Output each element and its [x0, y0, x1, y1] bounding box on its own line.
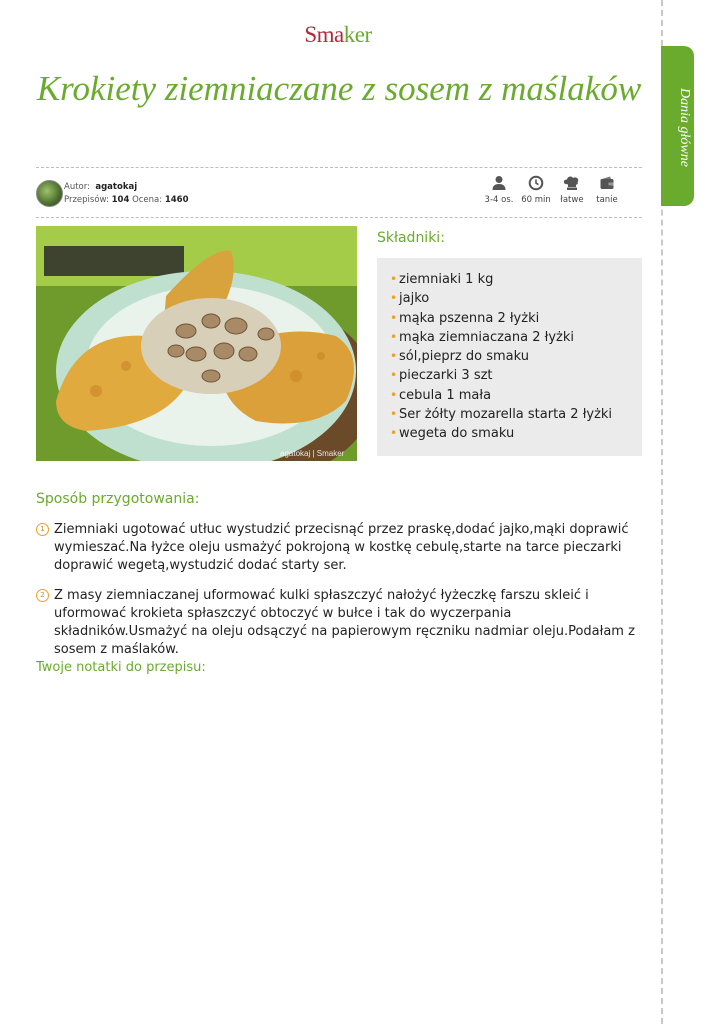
- person-icon: [491, 175, 507, 191]
- divider: [36, 167, 642, 168]
- recipe-photo: [36, 226, 357, 461]
- author-name: agatokaj: [95, 182, 138, 192]
- ingredient-item: • sól,pieprz do smaku: [390, 347, 642, 366]
- step-number: 2: [36, 589, 49, 602]
- brand-logo: Smaker: [304, 22, 372, 47]
- meta-servings: 3-4 os.: [479, 175, 519, 205]
- ingredients-heading: Składniki:: [377, 230, 445, 246]
- ingredient-item: • pieczarki 3 szt: [390, 366, 642, 385]
- clock-icon: [528, 175, 544, 191]
- ingredient-item: • wegeta do smaku: [390, 424, 642, 443]
- author-info: [64, 181, 189, 207]
- notes-heading: Twoje notatki do przepisu:: [36, 660, 206, 675]
- step-text: Ziemniaki ugotować utłuc wystudzić przecisnąć przez praskę,dodać jajko,mąki doprawić wymieszać.Na łyżce oleju usmażyć pokrojoną w kostkę cebulę,starte na tarce pieczarki doprawić wegetą,wystudzić dodać starty ser.: [54, 522, 629, 573]
- category-tab-label: Dania główne: [677, 88, 692, 167]
- divider: [36, 217, 642, 218]
- ingredient-item: • ziemniaki 1 kg: [390, 270, 642, 289]
- meta-difficulty: łatwe: [552, 175, 592, 205]
- wallet-icon: [599, 175, 615, 191]
- rating-value: 1460: [164, 195, 189, 205]
- rating-label: Ocena:: [132, 195, 163, 205]
- step-number: 1: [36, 523, 49, 536]
- meta-time: 60 min: [516, 175, 556, 205]
- chef-hat-icon: [563, 175, 581, 191]
- recipes-label: Przepisów:: [64, 195, 109, 205]
- photo-watermark: agatokaj | Smaker: [280, 449, 345, 458]
- ingredients-list: [377, 258, 642, 444]
- ingredient-item: • mąka ziemniaczana 2 łyżki: [390, 328, 642, 347]
- step-text: Z masy ziemniaczanej uformować kulki spłaszczyć nałożyć łyżeczkę farszu skleić i uformować krokieta spłaszczyć obtoczyć w bułce i tak do wyczerpania składników.Usmażyć na oleju odsączyć na papierowym ręczniku nadmiar oleju.Podałam z sosem z maślaków.: [54, 588, 635, 657]
- ingredient-item: • cebula 1 mała: [390, 386, 642, 405]
- step-2: [36, 587, 636, 659]
- recipe-title: Krokiety ziemniaczane z sosem z maślaków: [36, 69, 642, 108]
- ingredient-item: • jajko: [390, 289, 642, 308]
- preparation-heading: Sposób przygotowania:: [36, 491, 200, 507]
- ingredients-box: [377, 258, 642, 456]
- recipes-count: 104: [111, 195, 130, 205]
- step-1: [36, 521, 636, 575]
- category-tab: [661, 46, 694, 206]
- ingredient-item: • mąka pszenna 2 łyżki: [390, 309, 642, 328]
- author-label: Autor:: [64, 182, 90, 192]
- ingredient-item: • Ser żółty mozarella starta 2 łyżki: [390, 405, 642, 424]
- avatar: [36, 180, 63, 207]
- meta-cost: tanie: [587, 175, 627, 205]
